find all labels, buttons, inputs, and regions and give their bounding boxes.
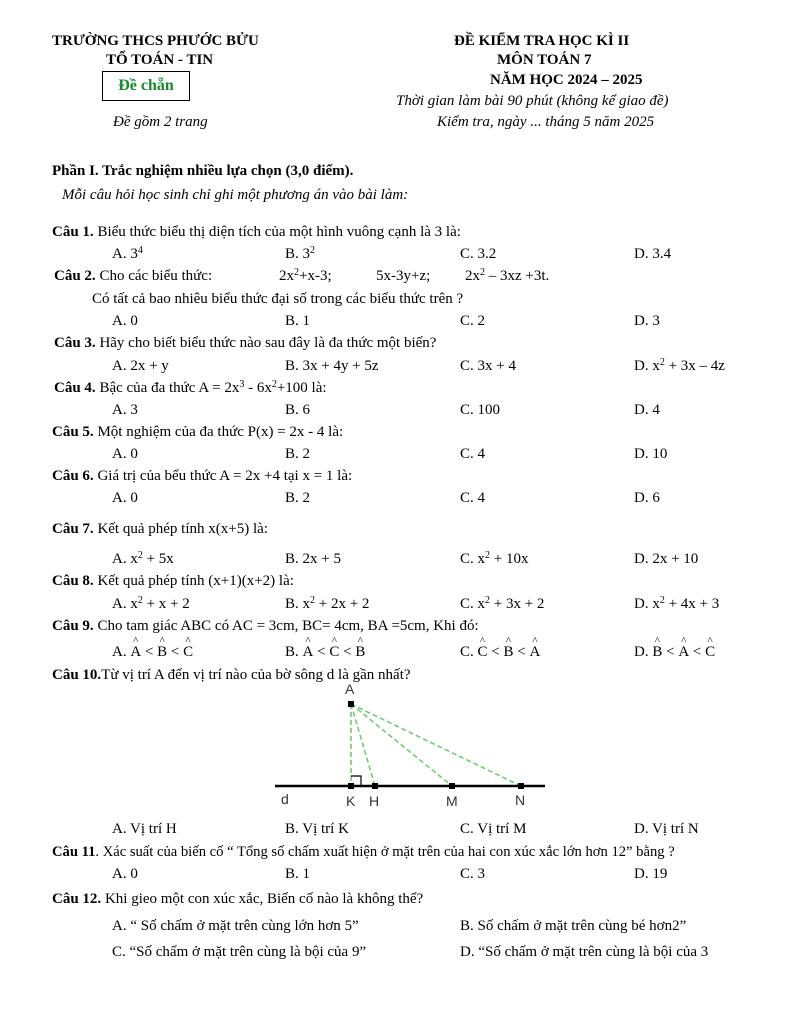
q7-option-b: B. 2x + 5 — [285, 551, 341, 567]
river-figure — [265, 680, 555, 810]
q8-option-b: B. $x^2 + 2x + 2$ — [285, 595, 370, 612]
question-2 — [54, 268, 212, 285]
q9-option-c: C. ^ C < ^ B < ^ A — [460, 644, 540, 661]
q1-option-a: A. $3^4$ — [112, 245, 143, 262]
question-text: Giá trị của bểu thức A = 2x +4 tại x = 1 là: — [97, 468, 353, 484]
exam-subject: MÔN TOÁN 7 — [497, 52, 592, 68]
q5-option-b: B. 2 — [285, 446, 311, 462]
exam-date: Kiểm tra, ngày ... tháng 5 năm 2025 — [437, 114, 655, 130]
q8-option-a: A. $x^2 + x + 2$ — [112, 595, 190, 612]
q4-option-a: A. 3 — [112, 402, 138, 418]
q1-option-d: D. 3.4 — [634, 246, 672, 262]
q10-option-d: D. Vị trí N — [634, 821, 699, 837]
question-label: Câu 5. — [52, 424, 94, 440]
q4-option-c: C. 100 — [460, 402, 501, 418]
q9-option-b: B. ^ A < ^ C < ^ B — [285, 644, 365, 661]
q2-option-d: D. 3 — [634, 313, 660, 329]
question-11 — [52, 844, 675, 861]
q5-option-c: C. 4 — [460, 446, 486, 462]
q3-option-a: A. 2x + y — [112, 358, 169, 374]
q2-option-a: A. 0 — [112, 313, 138, 329]
q11-option-b: B. 1 — [285, 866, 311, 882]
question-text: Cho tam giác ABC có AC = 3cm, BC= 4cm, BA =5cm, Khi đó: — [97, 618, 479, 634]
question-text: . Xác suất của biến cố “ Tổng số chấm xuất hiện ở mặt trên của hai con xúc xắc lớn hơn 12” bằng ? — [95, 844, 675, 860]
label-N: N — [515, 792, 526, 808]
q12-option-a: A. “ Số chấm ở mặt trên cùng lớn hơn 5” — [112, 918, 359, 934]
question-6 — [52, 468, 352, 485]
question-label: Câu 1. — [52, 224, 94, 240]
q2-option-c: C. 2 — [460, 313, 486, 329]
segment-AM — [351, 704, 452, 786]
question-5 — [52, 424, 343, 441]
label-d: d — [281, 791, 289, 807]
question-text: Từ vị trí A đến vị trí nào của bờ sông d là gần nhất? — [101, 667, 411, 683]
question-label: Câu 10. — [52, 667, 102, 683]
page-count: Đề gồm 2 trang — [113, 114, 208, 130]
segment-AN — [351, 704, 521, 786]
q7-option-d: D. 2x + 10 — [634, 551, 699, 567]
q1-option-b: B. $3^2$ — [285, 245, 316, 262]
q10-option-b: B. Vị trí K — [285, 821, 349, 837]
question-1 — [52, 224, 461, 241]
question-label: Câu 11 — [52, 844, 96, 860]
question-4 — [54, 380, 327, 397]
q10-option-c: C. Vị trí M — [460, 821, 527, 837]
question-7 — [52, 521, 268, 538]
label-A: A — [345, 681, 355, 697]
question-3 — [54, 335, 436, 352]
q2-expression-3: $2x^2 - 3xz +3t$. — [465, 267, 550, 284]
q6-option-b: B. 2 — [285, 490, 311, 506]
question-label: Câu 3. — [54, 335, 96, 351]
question-text: Một nghiệm của đa thức P(x) = 2x - 4 là: — [97, 424, 344, 440]
q4-option-b: B. 6 — [285, 402, 311, 418]
q6-option-c: C. 4 — [460, 490, 486, 506]
q12-option-b: B. Số chấm ở mặt trên cùng bé hơn2” — [460, 918, 687, 934]
q10-option-a: A. Vị trí H — [112, 821, 177, 837]
q7-option-c: C. $x^2 + 10x$ — [460, 550, 529, 567]
q11-option-d: D. 19 — [634, 866, 668, 882]
label-M: M — [446, 793, 458, 809]
question-8 — [52, 573, 294, 590]
point-K — [348, 783, 354, 789]
department-name: TỔ TOÁN - TIN — [106, 52, 214, 68]
q3-option-d: D. $x^2 + 3x - 4z$ — [634, 357, 725, 374]
exam-year: NĂM HỌC 2024 – 2025 — [490, 72, 643, 88]
question-text: Biểu thức biểu thị diện tích của một hình vuông cạnh là 3 là: — [97, 224, 461, 240]
question-label: Câu 9. — [52, 618, 94, 634]
question-label: Câu 4. — [54, 380, 96, 396]
question-text: Kết quả phép tính x(x+5) là: — [97, 521, 268, 537]
question-text: Cho các biểu thức: — [99, 268, 213, 284]
exam-duration: Thời gian làm bài 90 phút (không kể giao đề) — [396, 93, 669, 109]
question-text: Hãy cho biết biểu thức nào sau đây là đa thức một biến? — [99, 335, 437, 351]
point-H — [372, 783, 378, 789]
question-text: Bậc của đa thức $A = 2x^3 - 6x^2+100$ là: — [99, 379, 327, 396]
question-label: Câu 7. — [52, 521, 94, 537]
question-label: Câu 6. — [52, 468, 94, 484]
q11-option-a: A. 0 — [112, 866, 138, 882]
question-text: Khi gieo một con xúc xắc, Biến cố nào là không thể? — [104, 891, 424, 907]
q9-option-d: D. ^ B < ^ A < ^ C — [634, 644, 715, 661]
point-M — [449, 783, 455, 789]
q11-option-c: C. 3 — [460, 866, 486, 882]
question-9 — [52, 618, 479, 635]
point-N — [518, 783, 524, 789]
question-text: Kết quả phép tính (x+1)(x+2) là: — [97, 573, 294, 589]
q2-question-text: Có tất cả bao nhiêu biểu thức đại số trong các biểu thức trên ? — [92, 291, 464, 307]
part1-title: Phần I. Trắc nghiệm nhiều lựa chọn (3,0 điểm). — [52, 163, 354, 179]
variant-box — [102, 71, 190, 101]
q9-option-a: A. ^ A < ^ B < ^ C — [112, 644, 193, 661]
q5-option-d: D. 10 — [634, 446, 668, 462]
question-label: Câu 8. — [52, 573, 94, 589]
q2-expression-2: 5x-3y+z; — [376, 268, 431, 284]
q1-option-c: C. 3.2 — [460, 246, 497, 262]
q5-option-a: A. 0 — [112, 446, 138, 462]
q3-option-c: C. 3x + 4 — [460, 358, 516, 374]
q12-option-c: C. “Số chấm ở mặt trên cùng là bội của 9” — [112, 944, 367, 960]
label-H: H — [369, 793, 380, 809]
question-label: Câu 2. — [54, 268, 96, 284]
q12-option-d: D. “Số chấm ở mặt trên cùng là bội của 3 — [460, 944, 709, 960]
part1-instruction: Mỗi câu hỏi học sinh chỉ ghi một phương án vào bài làm: — [62, 187, 409, 203]
q6-option-d: D. 6 — [634, 490, 660, 506]
school-name: TRƯỜNG THCS PHƯỚC BỬU — [52, 33, 259, 49]
q4-option-d: D. 4 — [634, 402, 660, 418]
segment-AH — [351, 704, 375, 786]
q8-option-d: D. $x^2 + 4x + 3$ — [634, 595, 720, 612]
question-label: Câu 12. — [52, 891, 102, 907]
point-A — [348, 701, 354, 707]
q2-option-b: B. 1 — [285, 313, 311, 329]
q8-option-c: C. $x^2 + 3x + 2$ — [460, 595, 545, 612]
label-K: K — [346, 793, 356, 809]
variant-label: Đề chẵn — [118, 77, 174, 94]
q3-option-b: B. 3x + 4y + 5z — [285, 358, 379, 374]
q2-expression-1: $2x^2+x-3$; — [279, 267, 332, 284]
q6-option-a: A. 0 — [112, 490, 138, 506]
question-12 — [52, 891, 423, 908]
q7-option-a: A. $x^2 + 5x$ — [112, 550, 174, 567]
exam-title: ĐỀ KIỂM TRA HỌC KÌ II — [454, 33, 630, 49]
